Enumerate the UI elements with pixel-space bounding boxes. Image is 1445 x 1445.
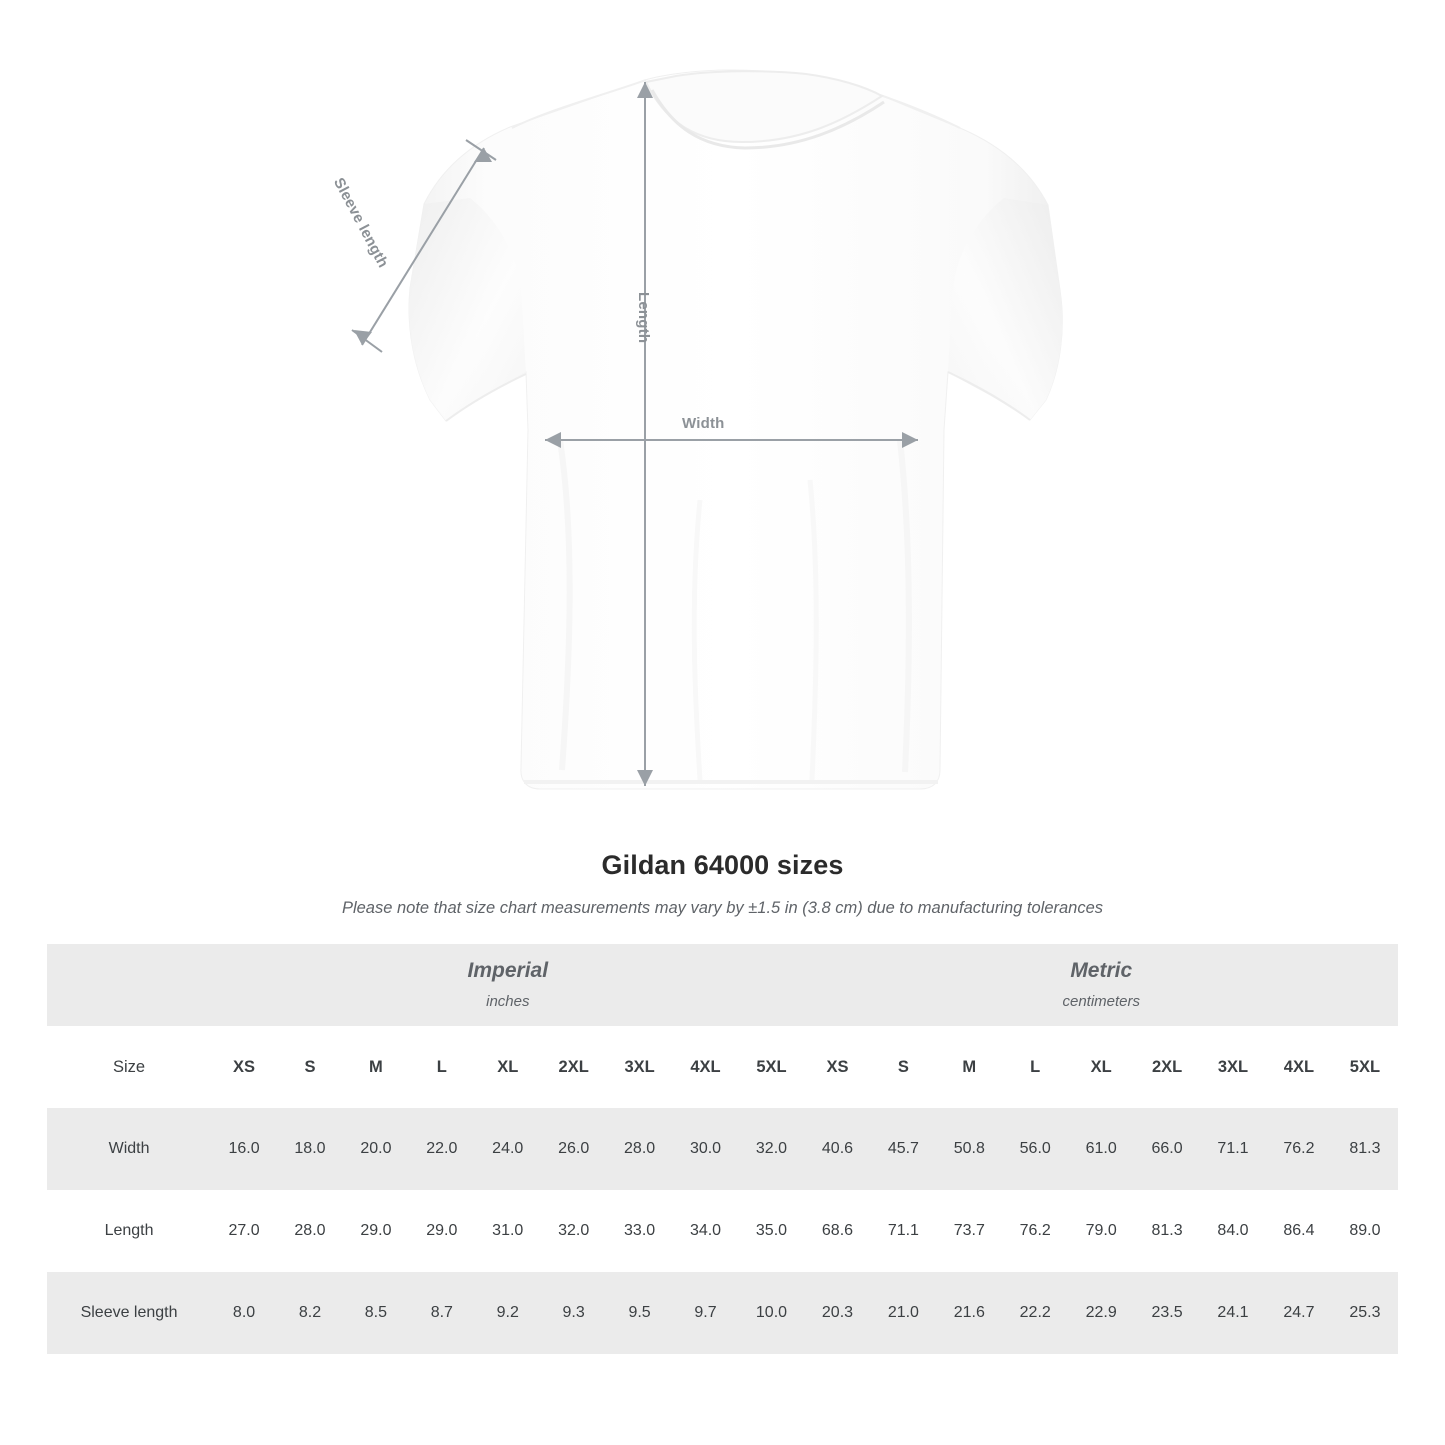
size-header-metric-m: M <box>936 1026 1002 1108</box>
cell-width-metric-l: 56.0 <box>1002 1108 1068 1190</box>
cell-width-imperial-l: 22.0 <box>409 1108 475 1190</box>
cell-length-metric-m: 73.7 <box>936 1190 1002 1272</box>
size-header-imperial-2xl: 2XL <box>541 1026 607 1108</box>
cell-length-metric-3xl: 84.0 <box>1200 1190 1266 1272</box>
cell-width-imperial-m: 20.0 <box>343 1108 409 1190</box>
cell-width-imperial-xl: 24.0 <box>475 1108 541 1190</box>
length-annotation: Length <box>635 292 652 344</box>
cell-width-metric-2xl: 66.0 <box>1134 1108 1200 1190</box>
cell-length-imperial-4xl: 34.0 <box>673 1190 739 1272</box>
row-label-sleeve-length: Sleeve length <box>47 1272 211 1354</box>
size-header-metric-3xl: 3XL <box>1200 1026 1266 1108</box>
size-header-metric-4xl: 4XL <box>1266 1026 1332 1108</box>
width-annotation: Width <box>682 415 725 432</box>
row-label-width: Width <box>47 1108 211 1190</box>
cell-length-metric-4xl: 86.4 <box>1266 1190 1332 1272</box>
cell-sleeve-metric-5xl: 25.3 <box>1332 1272 1398 1354</box>
cell-sleeve-metric-s: 21.0 <box>870 1272 936 1354</box>
cell-length-metric-l: 76.2 <box>1002 1190 1068 1272</box>
cell-length-imperial-2xl: 32.0 <box>541 1190 607 1272</box>
cell-width-metric-3xl: 71.1 <box>1200 1108 1266 1190</box>
cell-length-imperial-s: 28.0 <box>277 1190 343 1272</box>
row-label-length: Length <box>47 1190 211 1272</box>
cell-sleeve-imperial-2xl: 9.3 <box>541 1272 607 1354</box>
page-title: Gildan 64000 sizes <box>601 850 844 880</box>
cell-width-metric-5xl: 81.3 <box>1332 1108 1398 1190</box>
unit-group-metric <box>805 944 1399 1026</box>
cell-width-metric-4xl: 76.2 <box>1266 1108 1332 1190</box>
size-header-label: Size <box>47 1026 211 1108</box>
unit-group-imperial-name: Imperial <box>467 959 549 982</box>
size-table <box>47 944 1398 1354</box>
unit-group-metric-sub: centimeters <box>1062 993 1141 1010</box>
cell-sleeve-imperial-s: 8.2 <box>277 1272 343 1354</box>
size-header-imperial-xl: XL <box>475 1026 541 1108</box>
table-row <box>47 1190 1398 1272</box>
cell-sleeve-imperial-l: 8.7 <box>409 1272 475 1354</box>
cell-width-imperial-2xl: 26.0 <box>541 1108 607 1190</box>
cell-length-imperial-m: 29.0 <box>343 1190 409 1272</box>
cell-width-metric-s: 45.7 <box>870 1108 936 1190</box>
size-header-metric-s: S <box>870 1026 936 1108</box>
cell-length-imperial-xs: 27.0 <box>211 1190 277 1272</box>
cell-sleeve-imperial-4xl: 9.7 <box>673 1272 739 1354</box>
cell-width-metric-m: 50.8 <box>936 1108 1002 1190</box>
cell-length-metric-xl: 79.0 <box>1068 1190 1134 1272</box>
cell-sleeve-imperial-3xl: 9.5 <box>607 1272 673 1354</box>
size-header-metric-xl: XL <box>1068 1026 1134 1108</box>
size-header-imperial-3xl: 3XL <box>607 1026 673 1108</box>
cell-sleeve-imperial-xs: 8.0 <box>211 1272 277 1354</box>
cell-sleeve-metric-3xl: 24.1 <box>1200 1272 1266 1354</box>
size-header-metric-xs: XS <box>805 1026 871 1108</box>
size-header-metric-2xl: 2XL <box>1134 1026 1200 1108</box>
cell-width-imperial-5xl: 32.0 <box>738 1108 804 1190</box>
cell-length-imperial-3xl: 33.0 <box>607 1190 673 1272</box>
cell-width-imperial-4xl: 30.0 <box>673 1108 739 1190</box>
unit-group-metric-name: Metric <box>1070 959 1133 982</box>
size-header-imperial-l: L <box>409 1026 475 1108</box>
size-header-row <box>47 1026 1398 1108</box>
cell-length-imperial-xl: 31.0 <box>475 1190 541 1272</box>
cell-sleeve-metric-4xl: 24.7 <box>1266 1272 1332 1354</box>
size-header-imperial-4xl: 4XL <box>673 1026 739 1108</box>
cell-width-imperial-xs: 16.0 <box>211 1108 277 1190</box>
cell-width-metric-xs: 40.6 <box>805 1108 871 1190</box>
table-row <box>47 1108 1398 1190</box>
cell-length-metric-5xl: 89.0 <box>1332 1190 1398 1272</box>
cell-length-metric-xs: 68.6 <box>805 1190 871 1272</box>
cell-width-imperial-s: 18.0 <box>277 1108 343 1190</box>
sleeve-length-annotation: Sleeve length <box>329 175 392 271</box>
cell-sleeve-metric-l: 22.2 <box>1002 1272 1068 1354</box>
cell-sleeve-imperial-m: 8.5 <box>343 1272 409 1354</box>
size-table-wrap <box>47 944 1398 1354</box>
unit-head-spacer <box>47 944 211 1026</box>
size-header-imperial-5xl: 5XL <box>738 1026 804 1108</box>
unit-group-imperial-sub: inches <box>486 993 530 1010</box>
cell-sleeve-metric-2xl: 23.5 <box>1134 1272 1200 1354</box>
cell-length-metric-s: 71.1 <box>870 1190 936 1272</box>
unit-group-row <box>47 944 1398 1026</box>
cell-width-imperial-3xl: 28.0 <box>607 1108 673 1190</box>
size-header-imperial-m: M <box>343 1026 409 1108</box>
unit-group-imperial <box>211 944 804 1026</box>
cell-length-imperial-l: 29.0 <box>409 1190 475 1272</box>
size-header-imperial-xs: XS <box>211 1026 277 1108</box>
chart-heading <box>0 850 1445 918</box>
size-header-metric-5xl: 5XL <box>1332 1026 1398 1108</box>
size-header-imperial-s: S <box>277 1026 343 1108</box>
cell-width-metric-xl: 61.0 <box>1068 1108 1134 1190</box>
cell-sleeve-metric-m: 21.6 <box>936 1272 1002 1354</box>
cell-sleeve-metric-xl: 22.9 <box>1068 1272 1134 1354</box>
size-header-metric-l: L <box>1002 1026 1068 1108</box>
cell-length-imperial-5xl: 35.0 <box>738 1190 804 1272</box>
cell-sleeve-imperial-xl: 9.2 <box>475 1272 541 1354</box>
table-row <box>47 1272 1398 1354</box>
tolerance-note: Please note that size chart measurements may vary by ±1.5 in (3.8 cm) due to manufacturing tolerances <box>341 899 1104 917</box>
cell-length-metric-2xl: 81.3 <box>1134 1190 1200 1272</box>
cell-sleeve-imperial-5xl: 10.0 <box>738 1272 804 1354</box>
cell-sleeve-metric-xs: 20.3 <box>805 1272 871 1354</box>
